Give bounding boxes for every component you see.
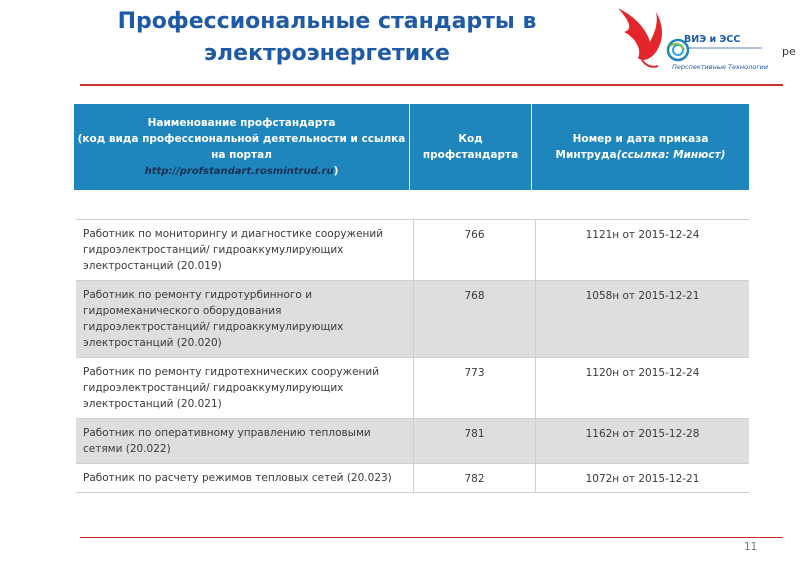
title-divider xyxy=(80,84,783,86)
standard-code: 781 xyxy=(414,419,536,463)
table-row xyxy=(76,418,749,463)
header-paren: ) xyxy=(333,164,339,177)
header-name-title: Наименование профстандарта xyxy=(147,116,336,129)
header-code-cell xyxy=(409,104,531,190)
table-row xyxy=(76,463,749,493)
standard-code: 782 xyxy=(414,464,536,492)
standard-name: Работник по ремонту гидротехнических сооружений гидроэлектростанций/ гидроаккумулирующих электростанций (20.021) xyxy=(76,358,414,418)
table-header xyxy=(74,104,749,190)
standard-name: Работник по оперативному управлению тепловыми сетями (20.022) xyxy=(76,419,414,463)
table-row xyxy=(76,280,749,357)
standard-order: 1121н от 2015-12-24 xyxy=(585,229,700,241)
standard-order: 1162н от 2015-12-28 xyxy=(585,428,700,440)
standard-code: 773 xyxy=(414,358,536,418)
header-name-cell xyxy=(74,104,409,190)
header-name-url-line xyxy=(74,163,409,180)
standard-order: 1120н от 2015-12-24 xyxy=(585,367,700,379)
standard-order: 1072н от 2015-12-21 xyxy=(585,473,700,485)
standard-name: Работник по ремонту гидротурбинного и гидромеханического оборудования гидроэлектростанций/ гидроаккумулирующих электростанций (20.020) xyxy=(76,281,414,357)
table-row xyxy=(76,219,749,280)
table-row xyxy=(76,357,749,418)
logo-cut-text: pe xyxy=(782,45,796,58)
footer-divider xyxy=(80,537,783,538)
standards-table xyxy=(76,219,749,493)
header-order-cell xyxy=(531,104,749,190)
standard-code: 766 xyxy=(414,220,536,280)
header-code-label: Код профстандарта xyxy=(422,133,519,161)
logo-title: ВИЭ и ЭСС xyxy=(684,34,741,45)
header-order-label xyxy=(532,131,749,163)
header-portal-link[interactable]: http://profstandart.rosmintrud.ru xyxy=(144,165,334,177)
standard-name: Работник по расчету режимов тепловых сетей (20.023) xyxy=(76,464,414,492)
slide-title: Профессиональные стандарты в электроэнергетике xyxy=(117,9,537,66)
header-minjust-link[interactable]: (ссылка: Минюст) xyxy=(616,149,726,161)
header-name-sub: (код вида профессиональной деятельности и ссылка на портал xyxy=(77,132,406,161)
standard-order: 1058н от 2015-12-21 xyxy=(585,290,700,302)
standard-code: 768 xyxy=(414,281,536,357)
standard-name: Работник по мониторингу и диагностике сооружений гидроэлектростанций/ гидроаккумулирующих электростанций (20.019) xyxy=(76,220,414,280)
logo-subtitle: Перспективные Технологии xyxy=(672,63,769,71)
header-order-main: Номер и дата приказа Минтруда xyxy=(555,133,709,161)
page-number: 11 xyxy=(744,541,758,553)
